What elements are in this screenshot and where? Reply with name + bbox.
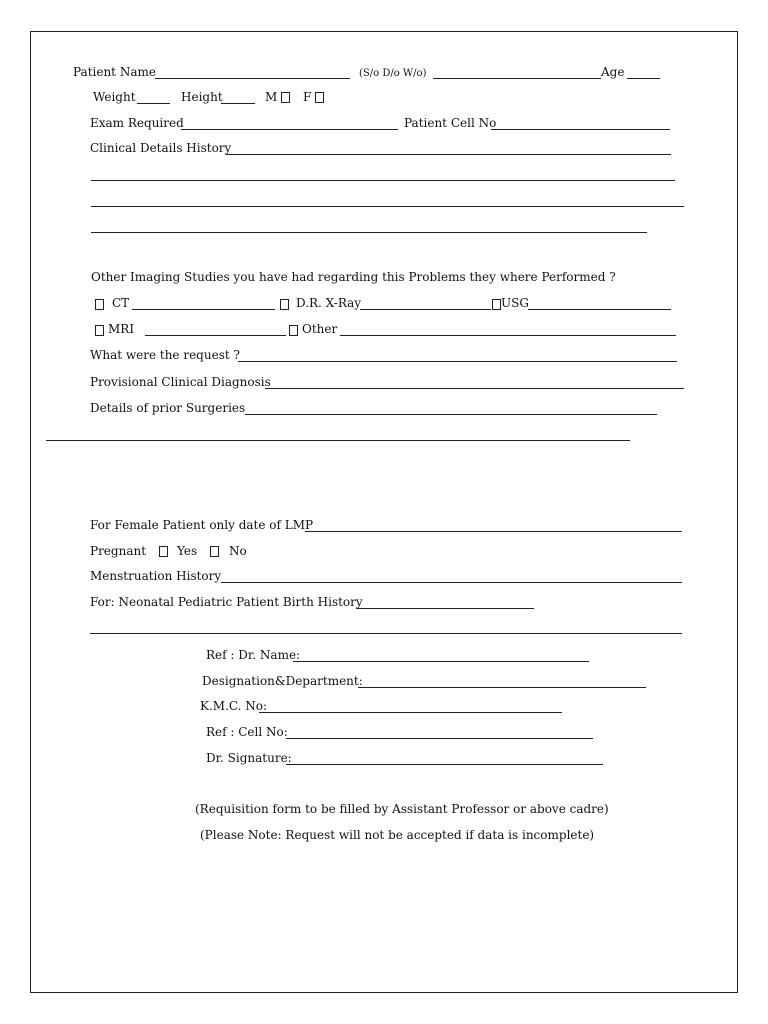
patient-cell-field[interactable]: [491, 129, 670, 130]
ref-cell-field[interactable]: [286, 738, 593, 739]
height-field[interactable]: [221, 103, 255, 104]
provisional-diagnosis-label: Provisional Clinical Diagnosis: [90, 375, 271, 389]
pregnant-yes-label: Yes: [177, 544, 198, 558]
relation-label: (S/o D/o W/o): [359, 68, 427, 79]
prior-surgeries-label: Details of prior Surgeries: [90, 401, 246, 415]
dr-xray-checkbox[interactable]: [280, 299, 289, 310]
ref-dr-name-label: Ref : Dr. Name:: [206, 648, 301, 662]
mri-label: MRI: [108, 322, 135, 336]
female-lmp-label: For Female Patient only date of LMP: [90, 518, 314, 532]
patient-cell-label: Patient Cell No: [404, 116, 497, 130]
request-label: What were the request ?: [90, 348, 240, 362]
pregnant-no-label: No: [229, 544, 247, 558]
dr-xray-label: D.R. X-Ray: [296, 296, 362, 310]
patient-name-label: Patient Name: [73, 65, 156, 79]
exam-required-field[interactable]: [181, 129, 398, 130]
clinical-details-label: Clinical Details History: [90, 141, 232, 155]
clinical-details-field[interactable]: [226, 154, 671, 155]
provisional-diagnosis-field[interactable]: [265, 388, 684, 389]
weight-field[interactable]: [137, 103, 170, 104]
designation-field[interactable]: [358, 687, 646, 688]
mri-checkbox[interactable]: [95, 325, 104, 336]
clinical-details-line-4[interactable]: [91, 232, 647, 233]
incomplete-data-note: (Please Note: Request will not be accepted if data is incomplete): [200, 828, 595, 842]
usg-field[interactable]: [528, 309, 671, 310]
age-label: Age: [601, 65, 625, 79]
other-field[interactable]: [340, 335, 676, 336]
prior-surgeries-line-2[interactable]: [46, 440, 630, 441]
usg-checkbox[interactable]: [492, 299, 501, 310]
female-label: F: [303, 90, 312, 104]
usg-label: USG: [501, 296, 529, 310]
pregnant-label: Pregnant: [90, 544, 147, 558]
ct-label: CT: [112, 296, 130, 310]
ct-checkbox[interactable]: [95, 299, 104, 310]
designation-label: Designation&Department:: [202, 674, 363, 688]
menstruation-label: Menstruation History: [90, 569, 222, 583]
pregnant-no-checkbox[interactable]: [210, 546, 219, 557]
dr-xray-field[interactable]: [360, 309, 491, 310]
form-border: [30, 31, 738, 993]
clinical-details-line-3[interactable]: [91, 206, 684, 207]
requisition-note: (Requisition form to be filled by Assistant Professor or above cadre): [195, 802, 609, 816]
age-field[interactable]: [627, 78, 660, 79]
exam-required-label: Exam Required: [90, 116, 184, 130]
mri-field[interactable]: [145, 335, 286, 336]
ref-cell-label: Ref : Cell No:: [206, 725, 288, 739]
signature-field[interactable]: [286, 764, 603, 765]
weight-label: Weight: [93, 90, 136, 104]
other-imaging-label: Other Imaging Studies you have had regarding this Problems they where Performed ?: [91, 270, 616, 284]
request-field[interactable]: [238, 361, 677, 362]
neonatal-field[interactable]: [356, 608, 534, 609]
male-checkbox[interactable]: [281, 92, 290, 103]
other-checkbox[interactable]: [289, 325, 298, 336]
male-label: M: [265, 90, 278, 104]
menstruation-field[interactable]: [221, 582, 682, 583]
height-label: Height: [181, 90, 223, 104]
pregnant-yes-checkbox[interactable]: [159, 546, 168, 557]
patient-name-field[interactable]: [155, 78, 350, 79]
ref-dr-name-field[interactable]: [293, 661, 589, 662]
kmc-label: K.M.C. No:: [200, 699, 268, 713]
female-checkbox[interactable]: [315, 92, 324, 103]
signature-label: Dr. Signature:: [206, 751, 292, 765]
neonatal-label: For: Neonatal Pediatric Patient Birth History: [90, 595, 363, 609]
kmc-field[interactable]: [259, 712, 562, 713]
neonatal-line-2[interactable]: [90, 633, 682, 634]
clinical-details-line-2[interactable]: [91, 180, 675, 181]
female-lmp-field[interactable]: [305, 531, 682, 532]
ct-field[interactable]: [132, 309, 275, 310]
relation-field[interactable]: [433, 78, 601, 79]
prior-surgeries-field[interactable]: [245, 414, 657, 415]
other-label: Other: [302, 322, 338, 336]
